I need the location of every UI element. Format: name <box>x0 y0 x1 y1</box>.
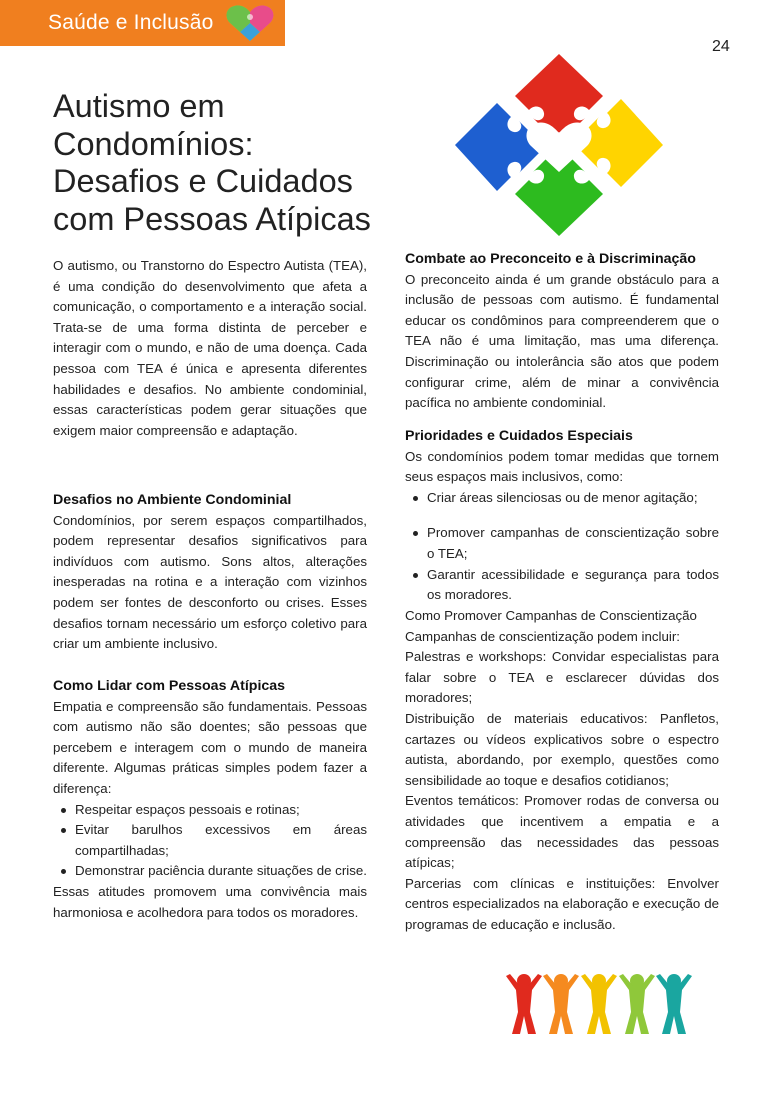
page-number: 24 <box>712 38 730 55</box>
como-lidar-list <box>53 800 367 882</box>
prioridades-intro: Os condomínios podem tomar medidas que tornem seus espaços mais inclusivos, como: <box>405 448 719 485</box>
list-item: Promover campanhas de conscientização sobre o TEA; <box>405 523 719 564</box>
campanhas-item-eventos: Eventos temáticos: Promover rodas de conversa ou atividades que incentivem a empatia e a compreensão das necessidades das pessoas atípicas; <box>405 793 719 871</box>
combate-heading: Combate ao Preconceito e à Discriminação <box>405 251 696 267</box>
campanhas-title: Como Promover Campanhas de Conscientização <box>405 608 697 623</box>
prioridades-list <box>405 488 719 606</box>
person-figure-orange <box>543 974 579 1034</box>
combate-paragraph: O preconceito ainda é um grande obstáculo para a inclusão de pessoas com autismo. É fundamental educar os condôminos para compreenderem que o TEA não é uma limitação, mas uma diferença. Discriminação ou intolerância são atos que podem configurar crime, além de minar a convivência pacífica no ambiente condominial. <box>405 271 719 411</box>
prioridades-section <box>405 426 719 606</box>
campanhas-item-materiais: Distribuição de materiais educativos: Panfletos, cartazes ou vídeos explicativos sobre o espectro autista, abordando, por exemplo, questões como sensibilidade ao toque e desafios cotidianos; <box>405 710 719 788</box>
list-item: Demonstrar paciência durante situações de crise. <box>53 861 367 882</box>
page-title <box>53 88 383 238</box>
como-lidar-intro: Empatia e compreensão são fundamentais. Pessoas com autismo não são doentes; são pessoas que percebem e interagem com o mundo de maneira diferente. Algumas práticas simples podem fazer a diferença: <box>53 698 367 796</box>
list-item: Criar áreas silenciosas ou de menor agitação; <box>405 488 719 509</box>
como-lidar-heading: Como Lidar com Pessoas Atípicas <box>53 678 286 694</box>
title-line-1: Autismo em <box>53 88 225 124</box>
como-lidar-outro: Essas atitudes promovem uma convivência mais harmoniosa e acolhedora para todos os moradores. <box>53 883 367 920</box>
title-line-4: com Pessoas Atípicas <box>53 200 371 237</box>
people-group-icon <box>504 972 694 1038</box>
como-lidar-section <box>53 676 367 923</box>
puzzle-heart-logo-icon <box>224 3 276 43</box>
desafios-paragraph: Condomínios, por serem espaços compartilhados, podem representar desafios significativos para indivíduos com autismo. Sons altos, alterações inesperadas na rotina e a interação com vizinhos podem ser fontes de desconforto ou crises. Esses desafios tornam necessário um esforço coletivo para criar um ambiente inclusivo. <box>53 512 367 652</box>
campanhas-item-palestras: Palestras e workshops: Convidar especialistas para falar sobre o TEA e esclarecer dúvidas dos moradores; <box>405 649 719 706</box>
prioridades-heading: Prioridades e Cuidados Especiais <box>405 428 633 444</box>
combate-section <box>405 249 719 414</box>
person-figure-yellow <box>581 974 617 1034</box>
person-figure-lime <box>619 974 655 1034</box>
title-line-3: Desafios e Cuidados <box>53 163 353 199</box>
list-item: Evitar barulhos excessivos em áreas compartilhadas; <box>53 820 367 861</box>
puzzle-heart-icon <box>453 52 665 238</box>
intro-section <box>53 256 367 441</box>
title-line-2: Condomínios: <box>53 125 254 162</box>
section-banner <box>0 0 285 46</box>
intro-paragraph: O autismo, ou Transtorno do Espectro Autista (TEA), é uma condição do desenvolvimento que afeta a comunicação, o comportamento e a interação social. Trata-se de uma forma distinta de perceber e interagir com o mundo, e não de uma doença. Cada pessoa com TEA é única e apresenta diferentes habilidades e desafios. No ambiente condominial, essas características podem gerar situações que exigem maior compreensão e adaptação. <box>53 258 367 438</box>
campanhas-section <box>405 606 719 936</box>
desafios-heading: Desafios no Ambiente Condominial <box>53 492 292 508</box>
person-figure-teal <box>656 974 692 1034</box>
campanhas-item-parcerias: Parcerias com clínicas e instituições: Envolver centros especializados na elaboração e execução de programas de educação e inclusão. <box>405 875 719 932</box>
list-item: Garantir acessibilidade e segurança para todos os moradores. <box>405 565 719 606</box>
banner-title: Saúde e Inclusão <box>48 11 214 34</box>
desafios-section <box>53 490 367 655</box>
list-item: Respeitar espaços pessoais e rotinas; <box>53 800 367 821</box>
person-figure-red <box>506 974 542 1034</box>
campanhas-intro: Campanhas de conscientização podem incluir: <box>405 628 680 644</box>
